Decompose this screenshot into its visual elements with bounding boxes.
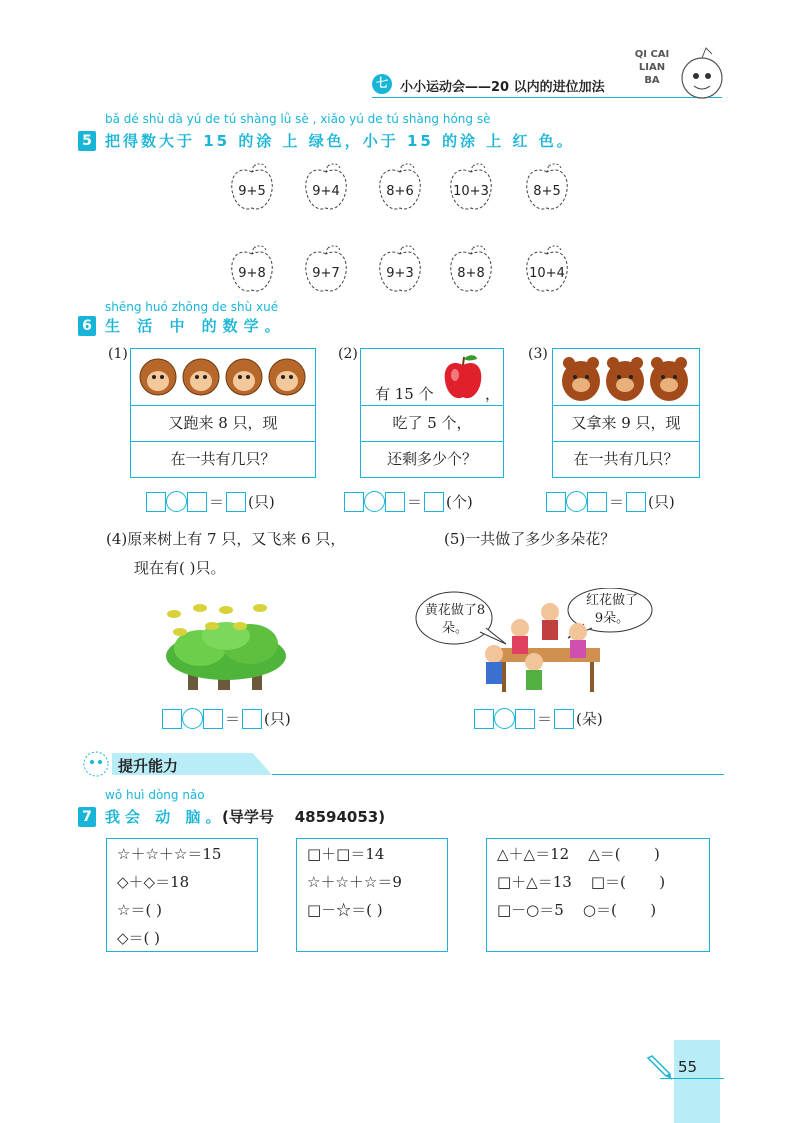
scenario-1-label: (1) — [108, 346, 128, 362]
q7-pinyin: wǒ huì dòng nǎo — [105, 788, 205, 802]
apple-expression: 8+5 — [533, 184, 561, 199]
unit-label: (只) — [648, 493, 675, 511]
puzzle-box-2 — [296, 838, 448, 952]
apple-expression: 9+3 — [386, 266, 414, 281]
scenario-1-line-2 — [131, 441, 315, 476]
chapter-number: 七 — [375, 76, 388, 90]
apple-expression: 8+6 — [386, 184, 414, 199]
scenario-1-line-1 — [131, 405, 315, 440]
q7-guide-number: (导学号 48594053) — [222, 808, 386, 826]
apple-outline[interactable] — [517, 158, 577, 218]
scenario-3-label: (3) — [528, 346, 548, 362]
scenario-3-line-2 — [553, 441, 699, 476]
puzzle-2-line: □＋□＝14 — [307, 845, 385, 863]
red-apple-icon — [441, 353, 485, 401]
apple-outline[interactable] — [441, 240, 501, 300]
equals-sign: ＝ — [209, 493, 225, 511]
unit-label: (个) — [446, 493, 473, 511]
monkey-picture — [137, 353, 309, 403]
scenario-3-text-2: 在一共有几只？ — [573, 450, 679, 468]
operator-circle[interactable] — [364, 491, 385, 512]
unit-label: (只) — [264, 710, 291, 728]
scenario-1-box — [130, 348, 316, 478]
answer-box[interactable] — [474, 709, 494, 729]
scenario-2-top-end: ， — [485, 385, 501, 403]
apple-outline[interactable] — [441, 158, 501, 218]
q7-text: 我会 动 脑。 — [105, 808, 226, 826]
apple-expression: 10+3 — [453, 184, 489, 199]
puzzle-box-1 — [106, 838, 258, 952]
apple-outline[interactable] — [222, 240, 282, 300]
answer-box[interactable] — [187, 492, 207, 512]
scenario-1-text-1: 又跑来 8 只，现 — [168, 414, 278, 432]
answer-box[interactable] — [226, 492, 246, 512]
q5-text: 把得数大于 15 的涂 上 绿色，小于 15 的涂 上 红 色。 — [105, 132, 575, 150]
equation-5 — [474, 708, 605, 730]
equals-sign: ＝ — [537, 710, 553, 728]
equals-sign: ＝ — [225, 710, 241, 728]
apple-outline[interactable] — [370, 240, 430, 300]
scenario-2-line-2 — [361, 441, 503, 476]
problem-5-line-1: (5)一共做了多少多朵花？ — [444, 530, 616, 548]
page-number-panel — [674, 1040, 720, 1123]
apple-outline[interactable] — [517, 240, 577, 300]
equation-1 — [146, 491, 277, 513]
equation-3 — [546, 491, 677, 513]
answer-box[interactable] — [515, 709, 535, 729]
operator-circle[interactable] — [182, 708, 203, 729]
puzzle-1-answer[interactable]: ◇＝( ) — [117, 929, 161, 947]
unit-label: (只) — [248, 493, 275, 511]
answer-box[interactable] — [344, 492, 364, 512]
problem-4-line-1: (4)原来树上有 7 只，又飞来 6 只， — [106, 530, 346, 548]
scenario-2-top — [375, 383, 434, 404]
apple-expression: 10+4 — [529, 266, 565, 281]
scenario-1-text-2: 在一共有几只？ — [170, 450, 276, 468]
mascot-text: QI CAI LIAN BA — [634, 49, 670, 86]
apple-expression: 9+8 — [238, 266, 266, 281]
apple-expression: 9+4 — [312, 184, 340, 199]
answer-box[interactable] — [546, 492, 566, 512]
apple-outline[interactable] — [370, 158, 430, 218]
scenario-2-box — [360, 348, 504, 478]
scenario-2-text-2: 还剩多少个？ — [386, 450, 477, 468]
q6-pinyin: shēng huó zhōng de shù xué — [105, 300, 279, 314]
mascot — [630, 40, 730, 108]
pencil-icon — [644, 1052, 674, 1082]
puzzle-1-line: ☆＋☆＋☆＝15 — [117, 845, 222, 863]
apple-expression: 9+7 — [312, 266, 340, 281]
operator-circle[interactable] — [166, 491, 187, 512]
equals-sign: ＝ — [609, 493, 625, 511]
puzzle-box-3 — [486, 838, 710, 952]
puzzle-3-line[interactable]: □－○＝5 ○＝( ) — [497, 901, 657, 919]
answer-box[interactable] — [162, 709, 182, 729]
q6-text: 生 活 中 的数学。 — [105, 317, 286, 335]
apple-outline[interactable] — [222, 158, 282, 218]
answer-box[interactable] — [203, 709, 223, 729]
problem-4-line-2: 现在有( )只。 — [134, 559, 226, 577]
puzzle-1-line: ◇＋◇＝18 — [117, 873, 190, 891]
page-number: 55 — [678, 1058, 698, 1076]
answer-box[interactable] — [385, 492, 405, 512]
scenario-2-text-1: 吃了 5 个， — [392, 414, 472, 432]
equals-sign: ＝ — [407, 493, 423, 511]
answer-box[interactable] — [554, 709, 574, 729]
q5-pinyin: bǎ dé shù dà yú de tú shàng lǜ sè , xiǎo yú de tú shàng hóng sè — [105, 112, 491, 126]
bubble-left-text: 黄花做了8朵。 — [424, 603, 486, 636]
operator-circle[interactable] — [566, 491, 587, 512]
answer-box[interactable] — [587, 492, 607, 512]
puzzle-3-line[interactable]: □＋△＝13 □＝( ) — [497, 873, 666, 891]
puzzle-2-answer[interactable]: □－☆＝( ) — [307, 901, 383, 919]
puzzle-2-line: ☆＋☆＋☆＝9 — [307, 873, 402, 891]
scenario-3-line-1 — [553, 405, 699, 440]
equation-2 — [344, 491, 475, 513]
header-bar — [372, 72, 634, 98]
q5-number: 5 — [78, 131, 96, 151]
unit-label: (朵) — [576, 710, 603, 728]
operator-circle[interactable] — [494, 708, 515, 729]
section-title: 提升能力 — [118, 757, 179, 775]
scenario-3-text-1: 又拿来 9 只，现 — [571, 414, 681, 432]
bear-picture — [559, 353, 693, 403]
puzzle-3-line[interactable]: △＋△＝12 △＝( ) — [497, 845, 660, 863]
tree-birds-picture — [160, 600, 292, 696]
header-title: 小小运动会——20 以内的进位加法 — [400, 80, 605, 95]
puzzle-1-answer[interactable]: ☆＝( ) — [117, 901, 162, 919]
children-picture — [414, 588, 674, 696]
bubble-right-text: 红花做了9朵。 — [585, 593, 638, 626]
answer-box[interactable] — [242, 709, 262, 729]
apple-outline[interactable] — [296, 240, 356, 300]
answer-box[interactable] — [146, 492, 166, 512]
apple-expression: 9+5 — [238, 184, 266, 199]
scenario-2-line-1 — [361, 405, 503, 440]
scenario-2-label: (2) — [338, 346, 358, 362]
scenario-2-top-text: 有 15 个 — [375, 385, 434, 403]
section-rule — [272, 774, 724, 775]
apple-outline[interactable] — [296, 158, 356, 218]
section-header — [76, 750, 724, 778]
q7-number: 7 — [78, 807, 96, 827]
answer-box[interactable] — [424, 492, 444, 512]
answer-box[interactable] — [626, 492, 646, 512]
scenario-3-box — [552, 348, 700, 478]
apple-expression: 8+8 — [457, 266, 485, 281]
q6-number: 6 — [78, 316, 96, 336]
section-mascot-icon — [76, 750, 116, 778]
equation-4 — [162, 708, 293, 730]
chapter-circle — [372, 74, 392, 94]
